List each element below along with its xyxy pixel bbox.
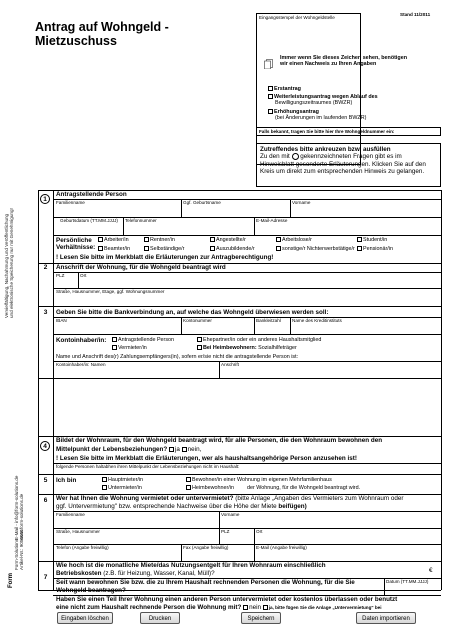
- mittelpunkt-ja-checkbox[interactable]: [169, 447, 174, 452]
- clear-button[interactable]: Eingaben löschen: [57, 612, 113, 624]
- rentner-checkbox[interactable]: [144, 237, 149, 242]
- arbeitslos-checkbox[interactable]: [276, 237, 281, 242]
- hauptmieter-checkbox[interactable]: [102, 477, 107, 482]
- kontoinhaber-ehe-checkbox[interactable]: [197, 337, 202, 342]
- heimbewohner-checkbox[interactable]: [186, 485, 191, 490]
- attachment-icon: [264, 56, 274, 66]
- erstantrag-checkbox[interactable]: [268, 86, 273, 91]
- hint-circle-4[interactable]: 4: [40, 441, 50, 451]
- selbst-checkbox[interactable]: [144, 246, 149, 251]
- hint-circle-1[interactable]: 1: [40, 194, 50, 204]
- legal-text: Vervielfältigung, Nachahmung und Veröffentlichung und elektronische Speicherung nur mit Genehmigung!: [4, 208, 14, 318]
- hint-circle-icon: [292, 153, 299, 160]
- import-button[interactable]: Daten importieren: [356, 612, 416, 624]
- s1-note: ! Lesen Sie bitte im Merkblatt die Erläuterungen zur Antragberechtigung!: [56, 254, 274, 261]
- erhoehung-checkbox[interactable]: [268, 109, 273, 114]
- info-box: Zutreffendes bitte ankreuzen bzw. ausfüllen Zu den mit gekennzeichneten Fragen gibt es im Hinweisblatt gesonderte Erläuterungen. Klicken Sie auf den Kreis um direkt zum entsprechenden Hinweis zu gelangen.: [256, 143, 441, 187]
- arbeiter-checkbox[interactable]: [98, 237, 103, 242]
- beamter-checkbox[interactable]: [98, 246, 103, 251]
- print-button[interactable]: Drucken: [140, 612, 180, 624]
- stamp-box: Eingangsstempel der Wohngeldstelle: [256, 13, 361, 165]
- student-checkbox[interactable]: [357, 237, 362, 242]
- company-text: E-Mail - info@form-solutions.de www.form-solutions.de: [14, 475, 24, 540]
- sonstige-checkbox[interactable]: [276, 246, 281, 251]
- angestellte-checkbox[interactable]: [210, 237, 215, 242]
- teil-nein-checkbox[interactable]: [243, 605, 248, 610]
- teil-ja-checkbox[interactable]: [263, 605, 268, 610]
- weiterleistung-checkbox[interactable]: [268, 94, 273, 99]
- bewohner-eigen-checkbox[interactable]: [186, 477, 191, 482]
- attachment-note: Immer wenn Sie dieses Zeichen sehen, benötigen wir einen Nachweis zu Ihren Angaben: [280, 55, 408, 68]
- kontoinhaber-vermieter-checkbox[interactable]: [112, 345, 117, 350]
- heim-checkbox[interactable]: [197, 345, 202, 350]
- version-label: Stand 11/2011: [400, 12, 431, 17]
- company-text-2: Form-Solutions Artikel-Nr.: 9050000: [14, 529, 24, 570]
- s2-title: Anschrift der Wohnung, für die Wohngeld beantragt wird: [56, 264, 226, 271]
- azubi-checkbox[interactable]: [210, 246, 215, 251]
- form-logo: Form: [8, 573, 14, 588]
- pension-checkbox[interactable]: [357, 246, 362, 251]
- wohngeldnummer-field[interactable]: Falls bekannt, tragen Sie bitte hier Ihre Wohngeldnummer ein:: [256, 127, 441, 136]
- familienname-input[interactable]: [54, 205, 180, 216]
- save-button[interactable]: Speichern: [241, 612, 281, 624]
- page-title: Antrag auf Wohngeld - Mietzuschuss: [35, 20, 169, 48]
- s1-title: Antragstellende Person: [56, 191, 127, 198]
- untermieter-checkbox[interactable]: [102, 485, 107, 490]
- s3-title: Geben Sie bitte die Bankverbindung an, auf welche das Wohngeld überwiesen werden soll:: [56, 309, 329, 316]
- pv-label: Persönliche Verhältnisse:: [56, 237, 96, 252]
- mittelpunkt-nein-checkbox[interactable]: [182, 447, 187, 452]
- kontoinhaber-antrag-checkbox[interactable]: [112, 337, 117, 342]
- antrag-type: Erstantrag Weiterleistungsantrag wegen Ablauf des Bewilligungszeitraumes (BWZR) Erhöhungsantrag (bei Änderungen im laufenden BWZR): [268, 86, 378, 121]
